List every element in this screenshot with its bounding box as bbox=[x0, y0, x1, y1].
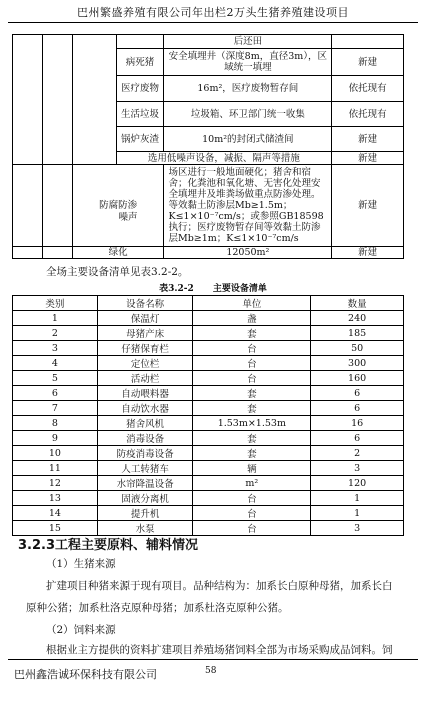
table-cell: 3 bbox=[311, 461, 404, 476]
table-row bbox=[13, 356, 404, 371]
table-cell: 240 bbox=[311, 311, 404, 326]
footer-rule bbox=[8, 659, 418, 660]
blank-cell bbox=[42, 247, 72, 259]
table-cell: 8 bbox=[13, 416, 98, 431]
seepage-status: 新建 bbox=[332, 165, 404, 247]
table-row bbox=[13, 491, 404, 506]
table-cell: 保温灯 bbox=[97, 311, 193, 326]
paragraph-line: 原种公猪；加系杜洛克原种母猪；加系杜洛克原种公猪。 bbox=[26, 602, 289, 614]
seepage-desc: 场区进行一般地面硬化；猪舍和宿舍；化粪池和氧化塘、无害化处理安全填埋井及堆粪场做重点防渗处理。等效黏土防渗层Mb≥1.5m；K≤1×10⁻⁷cm/s；或参照GB18598执行；医疗废物暂存间等效黏土防渗层Mb≥1m；K≤1×10⁻⁷cm/s bbox=[164, 165, 332, 247]
table-cell: 4 bbox=[13, 356, 98, 371]
green-desc: 12050m² bbox=[164, 247, 332, 259]
green-status: 新建 bbox=[332, 247, 404, 259]
table-cell: 2 bbox=[311, 446, 404, 461]
table-row bbox=[13, 506, 404, 521]
table-cell: 自动喂料器 bbox=[97, 386, 193, 401]
table-cell: 台 bbox=[193, 356, 311, 371]
table-cell: 人工转猪车 bbox=[97, 461, 193, 476]
table-cell: 3 bbox=[311, 521, 404, 536]
row-desc: 后还田 bbox=[164, 35, 332, 49]
table-cell: 水帘降温设备 bbox=[97, 476, 193, 491]
table-cell: 6 bbox=[311, 401, 404, 416]
table-cell: 套 bbox=[193, 431, 311, 446]
table-cell: 1.53m×1.53m bbox=[193, 416, 311, 431]
table-cell: 水泵 bbox=[97, 521, 193, 536]
subheading-feed-source: （2）饲料来源 bbox=[46, 624, 116, 636]
column-header: 设备名称 bbox=[97, 296, 193, 311]
table-cell: 50 bbox=[311, 341, 404, 356]
blank-cell bbox=[13, 165, 43, 247]
row-name bbox=[116, 35, 164, 49]
table-cell: 6 bbox=[311, 431, 404, 446]
table-cell: 300 bbox=[311, 356, 404, 371]
table-cell: 9 bbox=[13, 431, 98, 446]
table-caption bbox=[0, 281, 426, 294]
table-row bbox=[13, 416, 404, 431]
table-cell: 2 bbox=[13, 326, 98, 341]
row-desc: 16m²，医疗废物暂存间 bbox=[164, 76, 332, 102]
table-cell: 活动栏 bbox=[97, 371, 193, 386]
caption-title: 主要设备清单 bbox=[212, 284, 267, 294]
green-label: 绿化 bbox=[72, 247, 164, 259]
table-cell: 7 bbox=[13, 401, 98, 416]
table-cell: 6 bbox=[13, 386, 98, 401]
table-cell: 母猪产床 bbox=[97, 326, 193, 341]
row-name: 生活垃圾 bbox=[116, 102, 164, 127]
caption-number: 表3.2-2 bbox=[159, 284, 194, 294]
row-status: 新建 bbox=[332, 49, 404, 76]
page-number: 58 bbox=[205, 666, 217, 676]
table-row bbox=[13, 476, 404, 491]
table-row bbox=[13, 311, 404, 326]
table-cell: 13 bbox=[13, 491, 98, 506]
table-cell: 提升机 bbox=[97, 506, 193, 521]
table-row bbox=[13, 446, 404, 461]
table-cell: 自动饮水器 bbox=[97, 401, 193, 416]
table-cell: 11 bbox=[13, 461, 98, 476]
row-status: 依托现有 bbox=[332, 76, 404, 102]
table-cell: 1 bbox=[311, 506, 404, 521]
table-cell: 套 bbox=[193, 326, 311, 341]
row-status bbox=[332, 35, 404, 49]
row-desc: 安全填埋井（深度8m，直径3m），区域统一填埋 bbox=[164, 49, 332, 76]
header-rule bbox=[8, 22, 418, 23]
table-cell: 5 bbox=[13, 371, 98, 386]
table-cell: 台 bbox=[193, 341, 311, 356]
column-header: 单位 bbox=[193, 296, 311, 311]
row-desc: 垃圾箱、环卫部门统一收集 bbox=[164, 102, 332, 127]
table-row bbox=[13, 386, 404, 401]
table-cell: 台 bbox=[193, 506, 311, 521]
noise-status: 新建 bbox=[332, 152, 404, 165]
table-row bbox=[13, 431, 404, 446]
table-row bbox=[13, 326, 404, 341]
table-cell: 台 bbox=[193, 521, 311, 536]
paragraph-line: 扩建项目种猪来源于现有项目。品种结构为：加系长白原种母猪，加系长白 bbox=[46, 580, 393, 592]
page-header: 巴州繁盛养殖有限公司年出栏2万头生猪养殖建设项目 bbox=[77, 6, 349, 19]
section-heading: 3.2.3工程主要原料、辅料情况 bbox=[18, 538, 199, 553]
table-cell: 固液分离机 bbox=[97, 491, 193, 506]
table-cell: m² bbox=[193, 476, 311, 491]
table-cell: 套 bbox=[193, 386, 311, 401]
table-cell: 套 bbox=[193, 401, 311, 416]
footer-company: 巴州鑫浩诚环保科技有限公司 bbox=[14, 668, 157, 681]
paragraph-line: 根据业主方提供的资料扩建项目养殖场猪饲料全部为市场采购成品饲料。饲 bbox=[46, 644, 393, 656]
table-cell: 12 bbox=[13, 476, 98, 491]
table-cell: 16 bbox=[311, 416, 404, 431]
row-name: 医疗废物 bbox=[116, 76, 164, 102]
table-cell: 台 bbox=[193, 371, 311, 386]
column-header: 类别 bbox=[13, 296, 98, 311]
table-cell: 160 bbox=[311, 371, 404, 386]
table-cell: 防疫消毒设备 bbox=[97, 446, 193, 461]
table-cell: 套 bbox=[193, 446, 311, 461]
row-status: 新建 bbox=[332, 127, 404, 152]
row-status: 依托现有 bbox=[332, 102, 404, 127]
table-row bbox=[13, 401, 404, 416]
row-desc: 10m²的封闭式储渣间 bbox=[164, 127, 332, 152]
table-cell: 1 bbox=[311, 491, 404, 506]
row-name: 病死猪 bbox=[116, 49, 164, 76]
table-cell: 仔猪保育栏 bbox=[97, 341, 193, 356]
table-cell: 消毒设备 bbox=[97, 431, 193, 446]
table-row bbox=[13, 341, 404, 356]
table-row bbox=[13, 461, 404, 476]
facility-table bbox=[12, 34, 404, 259]
table-cell: 定位栏 bbox=[97, 356, 193, 371]
seepage-label: 防腐防渗 bbox=[72, 165, 164, 247]
table-cell: 猪舍风机 bbox=[97, 416, 193, 431]
table-reference-note: 全场主要设备清单见表3.2-2。 bbox=[46, 266, 189, 278]
blank-cell bbox=[72, 35, 116, 165]
blank-cell bbox=[42, 165, 72, 247]
noise-desc: 选用低噪声设备，减振、隔声等措施 bbox=[116, 152, 332, 165]
noise-label: 噪声 bbox=[118, 212, 138, 223]
blank-cell bbox=[13, 35, 43, 165]
table-cell: 辆 bbox=[193, 461, 311, 476]
blank-cell bbox=[13, 247, 43, 259]
table-cell: 1 bbox=[13, 311, 98, 326]
equipment-table bbox=[12, 295, 404, 536]
table-cell: 6 bbox=[311, 386, 404, 401]
table-cell: 15 bbox=[13, 521, 98, 536]
table-cell: 台 bbox=[193, 491, 311, 506]
table-cell: 120 bbox=[311, 476, 404, 491]
table-cell: 14 bbox=[13, 506, 98, 521]
table-cell: 3 bbox=[13, 341, 98, 356]
table-cell: 185 bbox=[311, 326, 404, 341]
table-cell: 盏 bbox=[193, 311, 311, 326]
column-header: 数量 bbox=[311, 296, 404, 311]
row-name: 锅炉灰渣 bbox=[116, 127, 164, 152]
blank-cell bbox=[42, 35, 72, 165]
subheading-pig-source: （1）生猪来源 bbox=[46, 558, 116, 570]
table-cell: 10 bbox=[13, 446, 98, 461]
table-row bbox=[13, 371, 404, 386]
